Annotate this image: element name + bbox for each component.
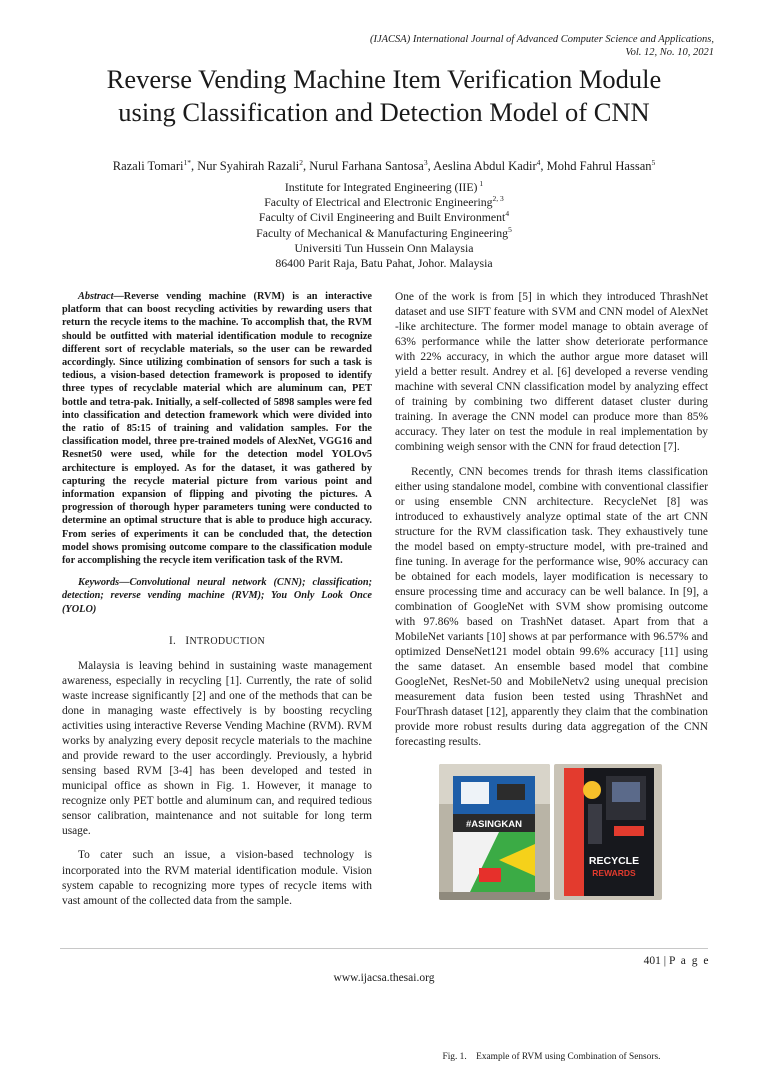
author: Aeslina Abdul Kadir bbox=[433, 159, 537, 173]
abstract-label: Abstract bbox=[78, 291, 114, 302]
sign-text-right-1: RECYCLE bbox=[588, 855, 640, 868]
sign-text-left: #ASINGKAN bbox=[466, 819, 522, 831]
affiliation-line: Faculty of Civil Engineering and Built Environment$^4$ bbox=[258, 209, 510, 225]
left-column bbox=[62, 290, 372, 918]
author-list: Razali Tomari$^{1*}$, Nur Syahirah Razali$^2$, Nurul Farhana Santosa$^3$, Aeslina Abdul Kadir$^4$, Mohd Fahrul Hassan$^5$ bbox=[112, 157, 656, 173]
paragraph: Recently, CNN becomes trends for thrash items classification either using standalone model, combine with conventional classifier or using ensemble CNN architecture. RecycleNet [8] was introduced to exhaustively analyze optimal state of the art CNN structure for the RVM classification task. They exhaustively tune the model based on empty-structure model, with pre-trained and fine tuning. In average for the performance wise, 90% accuracy can be obtained for each models, layer modification is necessary to ensure processing time and accuracy can be well balance. In [9], a combination of GoogleNet with SVM show promising outcome with 97.86% based on TrashNet dataset. Apart from that a MobileNet variants [10] shows at par performance with 96.57% and optimized DenseNet121 model obtain 99.6% accuracy [11] using the same dataset. An ensemble based model that combine GoogleNet, ResNet-50 and MobileNetv2 using unequal precision measurement data fusion been tested using ThrashNet and FourThrash dataset [12], apparently they claim that the combination provide more robust results during data aggregation of the CNN forecasting results. bbox=[395, 465, 708, 749]
affiliations bbox=[100, 180, 668, 271]
sign-text-right-2: REWARDS bbox=[592, 868, 636, 879]
journal-volume: Vol. 12, No. 10, 2021 bbox=[625, 47, 714, 58]
paragraph: Malaysia is leaving behind in sustaining waste management awareness, especially in recycling [1]. Currently, the rate of solid waste increase significantly [2] and one of the methods that can be done in managing waste effectively is by boosting recycling activities using interactive Reverse Vending Machine (RVM). RVM works by analyzing every deposit recycle materials to the machine and provide reward to the user accordingly. Previously, a hybrid sensing based RVM [3-4] has been developed and tested in municipal office as shown in Fig. 1. However, it manage to recognize only PET bottle and aluminum can, and required tedious sensor calibration, maintenance and not suitable for long term usage. bbox=[62, 659, 372, 838]
journal-url: www.ijacsa.thesai.org bbox=[333, 972, 435, 984]
affiliation-line: Universiti Tun Hussein Onn Malaysia bbox=[294, 240, 474, 255]
section-heading-introduction: I. INTRODUCTION bbox=[169, 634, 265, 647]
author: Mohd Fahrul Hassan bbox=[546, 159, 652, 173]
paragraph: One of the work is from [5] in which they introduced ThrashNet dataset and use SIFT feature with SVM and CNN model of AlexNet -like architecture. The former model manage to obtain average of 63% performance while the latter show deteriorate performance with 22% accuracy, in which the author argue more dataset will yield a better result. Andrey et al. [6] developed a reverse vending machine with several CNN classification model by analyzing effect of training by combining two different dataset cluster during training. In average the CNN model can produce more than 85% accuracy. They later on test the module in real implementation by combining weigh sensor with the CNN for fraud detection [7]. bbox=[395, 291, 708, 454]
rvm-photo-left bbox=[439, 764, 550, 900]
figure-caption: Fig. 1. Example of RVM using Combination of Sensors. bbox=[442, 1052, 661, 1063]
affiliation-line: Institute for Integrated Engineering (IIE) $^1$ bbox=[284, 179, 484, 194]
rvm-photo-right bbox=[554, 764, 662, 900]
author: Nur Syahirah Razali bbox=[197, 159, 300, 173]
abstract-text: —Reverse vending machine (RVM) is an interactive platform that can boost recycling activities by rewarding users that return the recycle items to the machine. To accomplish that, the RVM should be outfitted with material identification module to recognize different sort of recyclable materials, so the user can be rewarded accordingly. Since utilizing combination of sensors for such a task is tedious, a vision-based detection framework is proposed to identify three types of recyclable material which are aluminum can, PET bottle and tetra-pak. Initially, a self-collected of 5898 samples were fed into classification and detection framework which were divided into the ratio of 85:15 of training and validation samples. For the classification model, three pre-trained models of AlexNet, VGG16 and Resnet50 were used, while for the detection model YOLOv5 architecture is employed. As for the dataset, it was gathered by capturing the recycle material picture from various point and information expansion of flipping and pivoting the pictures. A progression of thorough hyper parameters tuning were conducted to determine an optimal structure that is able to produce high accuracy. From series of experiments it can be concluded that, the detection model shows promising outcome compare to the classification module for accomplishing the recycle item verification task of the RVM. bbox=[62, 291, 372, 567]
paragraph: To cater such an issue, a vision-based technology is incorporated into the RVM material identification module. Vision system capable to recognizing more types of recycle items with vast amount of the collected data from the sample. bbox=[62, 849, 372, 907]
paper-title: Reverse Vending Machine Item Verification Module using Classification and Detection Model of CNN bbox=[106, 64, 662, 127]
keywords: Keywords—Convolutional neural network (CNN); classification; detection; reverse vending machine (RVM); You Only Look Once (YOLO) bbox=[62, 577, 372, 615]
author: Nurul Farhana Santosa bbox=[309, 159, 424, 173]
footer-divider bbox=[60, 948, 708, 949]
affiliation-line: Faculty of Electrical and Electronic Engineering$^{2, 3}$ bbox=[264, 194, 504, 210]
affiliation-line: 86400 Parit Raja, Batu Pahat, Johor. Malaysia bbox=[275, 256, 493, 271]
page-number: 401 | P a g e bbox=[643, 955, 710, 967]
journal-name: (IJACSA) International Journal of Advanced Computer Science and Applications, bbox=[369, 34, 714, 45]
affiliation-line: Faculty of Mechanical & Manufacturing Engineering$^5$ bbox=[256, 224, 512, 240]
figure-1 bbox=[395, 764, 708, 900]
running-header bbox=[294, 33, 714, 59]
author: Razali Tomari bbox=[112, 159, 184, 173]
abstract bbox=[62, 290, 372, 567]
